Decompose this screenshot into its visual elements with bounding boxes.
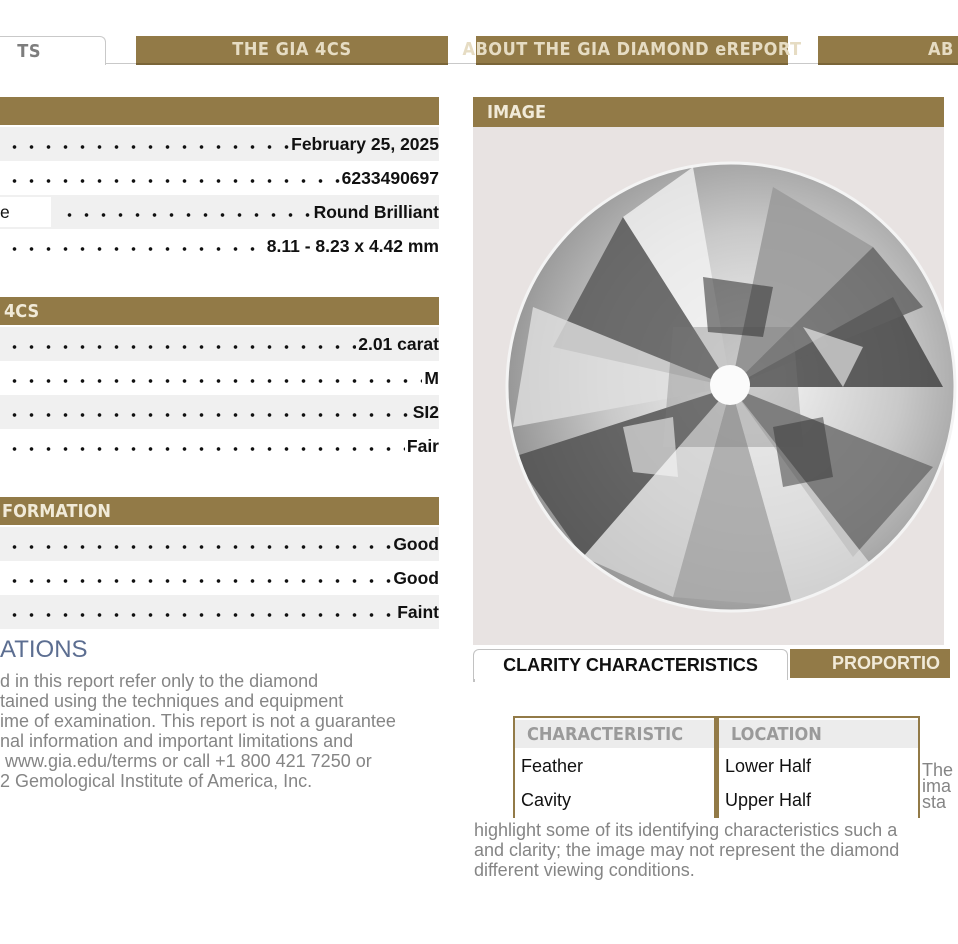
- limitations-line: 2 Gemological Institute of America, Inc.: [0, 771, 313, 791]
- tab-active-label: TS: [17, 40, 41, 62]
- bottom-tab-baseline: [473, 679, 475, 682]
- cut-grade-value: Fair: [406, 435, 439, 456]
- report-date-row: [0, 127, 439, 161]
- tab-baseline: [448, 63, 476, 64]
- image-note-side-line: ima: [922, 776, 952, 796]
- report-date-value: February 25, 2025: [291, 133, 439, 154]
- image-section-header: IMAGE: [473, 97, 944, 127]
- polish-value: Good: [393, 533, 439, 554]
- tab-baseline: [788, 63, 818, 64]
- tab-baseline: [106, 63, 136, 64]
- carat-row: [0, 327, 439, 361]
- dot-leader: [0, 561, 391, 595]
- dot-leader: [0, 127, 289, 161]
- tab-partial-right-label: AB: [928, 39, 954, 60]
- polish-row: [0, 527, 439, 561]
- header-characteristic: CHARACTERISTIC: [515, 720, 714, 748]
- dot-leader: [0, 229, 265, 263]
- section-header-4cs-label: 4CS: [4, 300, 40, 322]
- location-cell: Lower Half: [725, 756, 812, 776]
- image-note-side-line: sta: [922, 792, 947, 812]
- dot-leader: [0, 161, 340, 195]
- limitations-line: www.gia.edu/terms or call +1 800 421 7250 or: [0, 751, 372, 771]
- dot-leader: [55, 195, 312, 229]
- limitations-line: ime of examination. This report is not a guarantee: [0, 711, 396, 731]
- dot-leader: [0, 361, 422, 395]
- image-note-side-line: The: [922, 760, 954, 780]
- characteristics-table: [513, 716, 920, 818]
- clarity-grade-value: SI2: [412, 401, 439, 422]
- report-number-row: [0, 161, 439, 195]
- dot-leader: [0, 327, 356, 361]
- limitations-text: [0, 671, 440, 791]
- fluorescence-row: [0, 595, 439, 629]
- dot-leader: [0, 595, 395, 629]
- clarity-grade-row: [0, 395, 439, 429]
- shape-label: e: [0, 197, 51, 227]
- characteristic-cell: Cavity: [521, 790, 572, 810]
- report-number-value: 6233490697: [341, 167, 439, 188]
- section-header-4cs: [0, 297, 439, 325]
- characteristic-cell: Feather: [521, 756, 584, 776]
- shape-value: Round Brilliant: [313, 201, 439, 222]
- section-header-report: [0, 97, 439, 125]
- carat-value: 2.01 carat: [358, 333, 439, 354]
- tab-about-ereport[interactable]: ABOUT THE GIA DIAMOND eREPORT: [476, 36, 788, 65]
- image-note-line: highlight some of its identifying characteristics such a: [474, 820, 898, 840]
- limitations-line: nal information and important limitations and: [0, 731, 354, 751]
- limitations-title: ATIONS: [0, 636, 88, 663]
- symmetry-row: [0, 561, 439, 595]
- diamond-photo: [473, 127, 944, 645]
- image-note-side: [922, 760, 953, 812]
- tab-partial-right[interactable]: [818, 36, 958, 65]
- section-header-additional-label: FORMATION: [2, 500, 111, 522]
- color-grade-row: [0, 361, 439, 395]
- section-header-additional: [0, 497, 439, 525]
- color-grade-value: M: [424, 367, 439, 388]
- limitations-line: d in this report refer only to the diamond: [0, 671, 319, 691]
- image-note-line: and clarity; the image may not represent the diamond: [474, 840, 900, 860]
- location-cell: Upper Half: [725, 790, 812, 810]
- measurements-row: [0, 229, 439, 263]
- cut-grade-row: [0, 429, 439, 463]
- image-note-line: different viewing conditions.: [474, 860, 695, 880]
- dot-leader: [0, 527, 391, 561]
- shape-row: [0, 195, 439, 229]
- limitations-line: tained using the techniques and equipment: [0, 691, 344, 711]
- tab-gia-4cs[interactable]: THE GIA 4CS: [136, 36, 448, 65]
- fluorescence-value: Faint: [397, 601, 439, 622]
- tab-clarity-characteristics[interactable]: CLARITY CHARACTERISTICS: [473, 649, 788, 680]
- symmetry-value: Good: [393, 567, 439, 588]
- diamond-image: [473, 127, 944, 645]
- measurements-value: 8.11 - 8.23 x 4.42 mm: [266, 235, 439, 256]
- dot-leader: [0, 429, 405, 463]
- dot-leader: [0, 395, 411, 429]
- image-note: [474, 820, 944, 880]
- tab-proportions[interactable]: PROPORTIO: [790, 649, 950, 678]
- header-location: LOCATION: [719, 720, 918, 748]
- tab-active[interactable]: [0, 36, 106, 65]
